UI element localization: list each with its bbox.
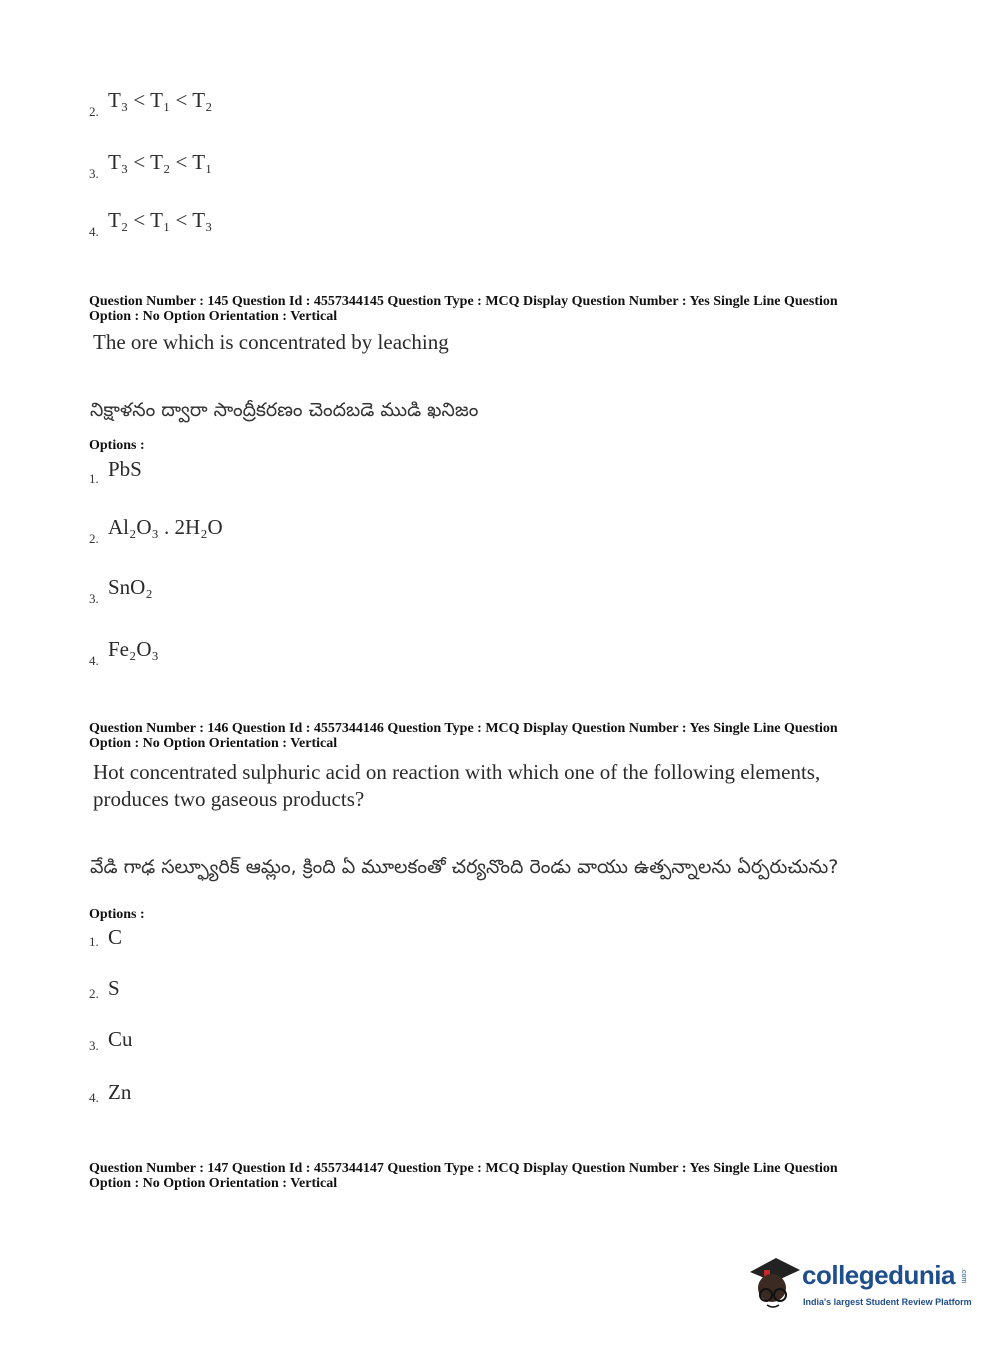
option-number: 1. <box>89 471 99 486</box>
logo-tagline: India's largest Student Review Platform <box>803 1297 972 1307</box>
option-number: 2. <box>89 531 99 546</box>
meta-line-2: Option : No Option Orientation : Vertical <box>89 736 338 751</box>
option-number: 2. <box>89 104 99 119</box>
options-label: Options : <box>89 907 145 922</box>
option-number: 2. <box>89 986 99 1001</box>
meta-line-2: Option : No Option Orientation : Vertical <box>89 1176 338 1191</box>
question-meta <box>89 294 909 324</box>
question-text-telugu: నిక్షాళనం ద్వారా సాంద్రీకరణం చెందబడె ముడి ఖనిజం <box>90 399 479 421</box>
option-text: Fe₂O₃ <box>108 637 159 661</box>
option-text: Cu <box>108 1027 133 1051</box>
option-text: C <box>108 925 123 949</box>
logo-brand: collegedunia <box>802 1260 955 1290</box>
question-147-meta <box>89 1161 909 1191</box>
option-text: T₃ < T₂ < T₁ <box>108 150 213 174</box>
collegedunia-logo[interactable] <box>742 1250 972 1320</box>
option-text: SnO₂ <box>108 575 153 599</box>
question-line-2: produces two gaseous products? <box>93 787 365 811</box>
option-number: 4. <box>89 653 99 668</box>
logo-suffix: .com <box>960 1268 967 1284</box>
option-text: Zn <box>108 1080 132 1104</box>
question-text-telugu: వేడి గాఢ సల్ఫ్యూరిక్ ఆమ్లం, క్రింది ఏ మూలకంతో చర్యనొంది రెండు వాయు ఉత్పన్నాలను ఏర్పరుచును? <box>90 856 839 878</box>
meta-line-1: Question Number : 146 Question Id : 4557344146 Question Type : MCQ Display Question Number : Yes Single Line Question <box>89 721 838 736</box>
option-text: PbS <box>108 457 142 481</box>
option-text: T₂ < T₁ < T₃ <box>108 208 213 232</box>
question-line-1: Hot concentrated sulphuric acid on reaction with which one of the following elements, <box>93 760 821 784</box>
option-number: 4. <box>89 1090 99 1105</box>
mascot-icon <box>742 1250 802 1310</box>
question-meta <box>89 721 909 751</box>
option-number: 4. <box>89 224 99 239</box>
option-number: 1. <box>89 934 99 949</box>
meta-line-2: Option : No Option Orientation : Vertical <box>89 309 338 324</box>
question-text-english: The ore which is concentrated by leaching <box>93 330 449 354</box>
option-number: 3. <box>89 591 99 606</box>
option-text: Al₂O₃ . 2H₂O <box>108 515 223 539</box>
option-number: 3. <box>89 166 99 181</box>
meta-line-1: Question Number : 147 Question Id : 4557344147 Question Type : MCQ Display Question Number : Yes Single Line Question <box>89 1161 838 1176</box>
option-text: T₃ < T₁ < T₂ <box>108 88 213 112</box>
options-label: Options : <box>89 438 145 453</box>
option-text: S <box>108 976 120 1000</box>
meta-line-1: Question Number : 145 Question Id : 4557344145 Question Type : MCQ Display Question Number : Yes Single Line Question <box>89 294 838 309</box>
option-number: 3. <box>89 1038 99 1053</box>
question-text-english <box>93 759 893 813</box>
